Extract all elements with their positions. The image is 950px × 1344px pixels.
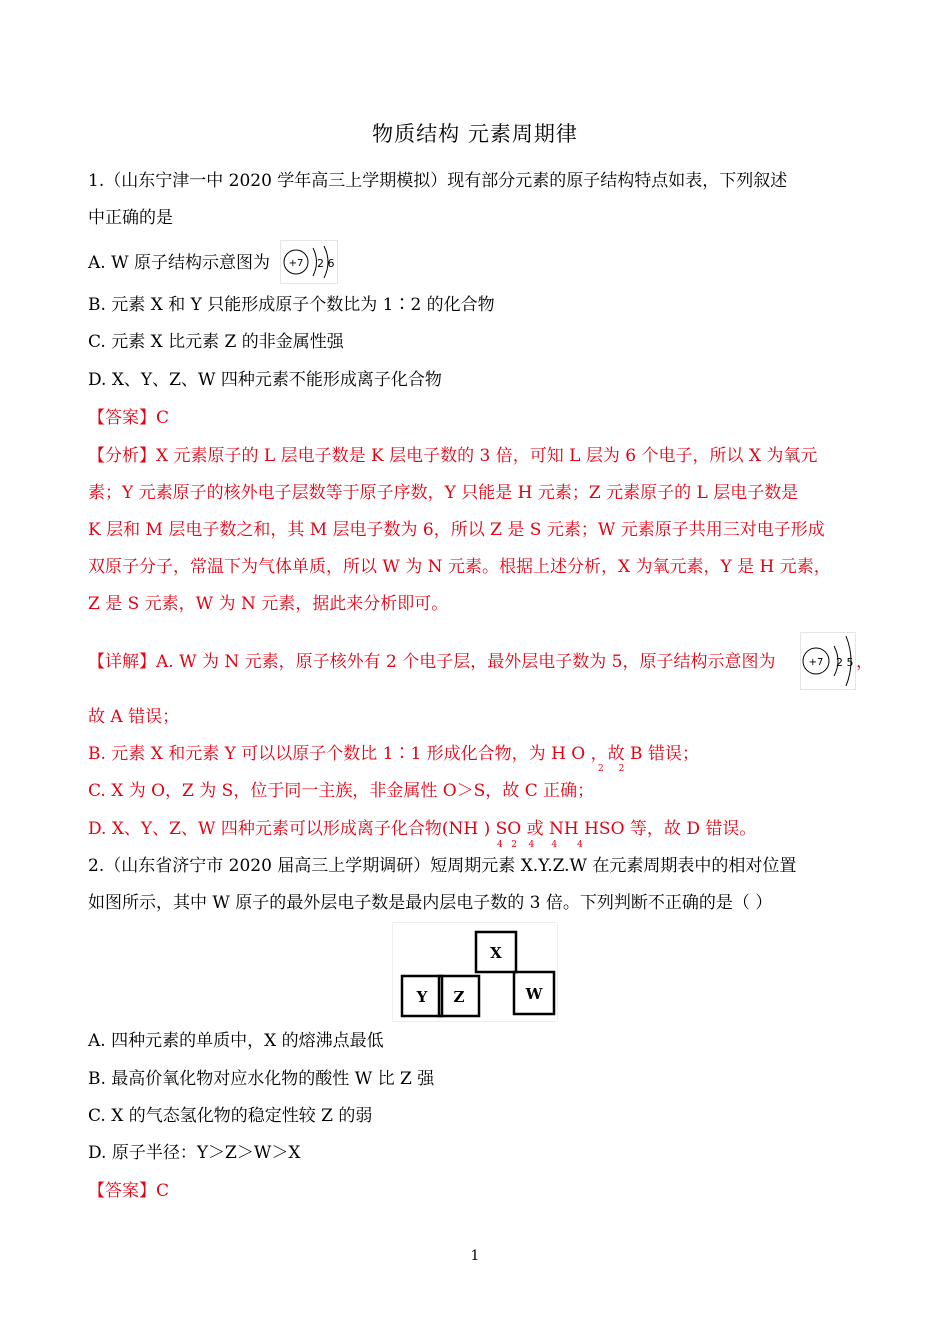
atom-diagram-detail [800, 632, 856, 690]
q1-stem-line2: 中正确的是 [88, 208, 173, 228]
q1-option-a [88, 252, 270, 274]
q1-detail-a-end: ， [856, 652, 873, 672]
shell-electrons-detail: 2 5 [836, 656, 854, 669]
q1-analysis-line4: 双原子分子，常温下为气体单质，所以 W 为 N 元素。根据上述分析，X 为氧元素，Y 是 H 元素， [88, 557, 831, 577]
q1-detail-d: D. X、Y、Z、W 四种元素可以形成离子化合物(NH ) SO 或 NH HSO 等，故 D 错误。 [88, 819, 757, 839]
q2-answer: 【答案】C [88, 1181, 170, 1201]
q1-detail-a2: 故 A 错误； [88, 707, 180, 727]
q2-option-a: A. 四种元素的单质中，X 的熔沸点最低 [88, 1031, 384, 1051]
cell-y: Y [416, 988, 428, 1006]
q1-option-c: C. 元素 X 比元素 Z 的非金属性强 [88, 332, 344, 352]
shell-electrons-q1: 2 6 [317, 257, 335, 270]
cell-x: X [490, 944, 502, 962]
q1-detail-a-text: 【详解】A. W 为 N 元素，原子核外有 2 个电子层，最外层电子数为 5，原子结构示意图为 [88, 652, 776, 672]
q1-detail-d-subscripts: 4 2 4 4 4 [497, 840, 583, 850]
periodic-table-fragment [392, 922, 558, 1022]
page-title: 物质结构 元素周期律 [372, 122, 578, 146]
q2-stem-line2: 如图所示，其中 W 原子的最外层电子数是最内层电子数的 3 倍。下列判断不正确的是（ ） [88, 893, 773, 913]
q2-option-c: C. X 的气态氢化物的稳定性较 Z 的弱 [88, 1106, 373, 1126]
nucleus-charge-q1: +7 [288, 258, 304, 269]
q1-analysis-line5: Z 是 S 元素，W 为 N 元素，据此来分析即可。 [88, 594, 449, 614]
q2-stem-line1: 2.（山东省济宁市 2020 届高三上学期调研）短周期元素 X.Y.Z.W 在元素周期表中的相对位置 [88, 856, 797, 876]
q1-detail-b: B. 元素 X 和元素 Y 可以以原子个数比 1∶1 形成化合物，为 H O ，故 B 错误； [88, 744, 699, 764]
q1-option-a-text: A. W 原子结构示意图为 [88, 253, 270, 273]
q1-analysis-line3: K 层和 M 层电子数之和，其 M 层电子数为 6，所以 Z 是 S 元素；W 元素原子共用三对电子形成 [88, 520, 825, 540]
q2-option-b: B. 最高价氧化物对应水化物的酸性 W 比 Z 强 [88, 1069, 435, 1089]
q1-detail-a [88, 651, 776, 673]
cell-w: W [525, 985, 543, 1003]
q1-detail-c: C. X 为 O，Z 为 S，位于同一主族，非金属性 O＞S，故 C 正确； [88, 781, 595, 801]
q1-stem-line1: 1.（山东宁津一中 2020 学年高三上学期模拟）现有部分元素的原子结构特点如表，下列叙述 [88, 171, 788, 191]
q1-analysis-line1: 【分析】X 元素原子的 L 层电子数是 K 层电子数的 3 倍，可知 L 层为 6 个电子，所以 X 为氧元 [88, 446, 818, 466]
q1-option-d: D. X、Y、Z、W 四种元素不能形成离子化合物 [88, 370, 442, 390]
q1-answer: 【答案】C [88, 408, 170, 428]
q1-option-b: B. 元素 X 和 Y 只能形成原子个数比为 1∶2 的化合物 [88, 295, 495, 315]
q2-option-d: D. 原子半径：Y＞Z＞W＞X [88, 1143, 301, 1163]
atom-diagram-q1 [280, 240, 338, 284]
q1-detail-b-subscripts: 2 2 [598, 764, 631, 774]
q1-analysis-line2: 素；Y 元素原子的核外电子层数等于原子序数，Y 只能是 H 元素；Z 元素原子的 L 层电子数是 [88, 483, 799, 503]
page-number: 1 [470, 1248, 480, 1264]
cell-z: Z [453, 988, 465, 1006]
nucleus-charge-detail: +7 [808, 657, 824, 668]
